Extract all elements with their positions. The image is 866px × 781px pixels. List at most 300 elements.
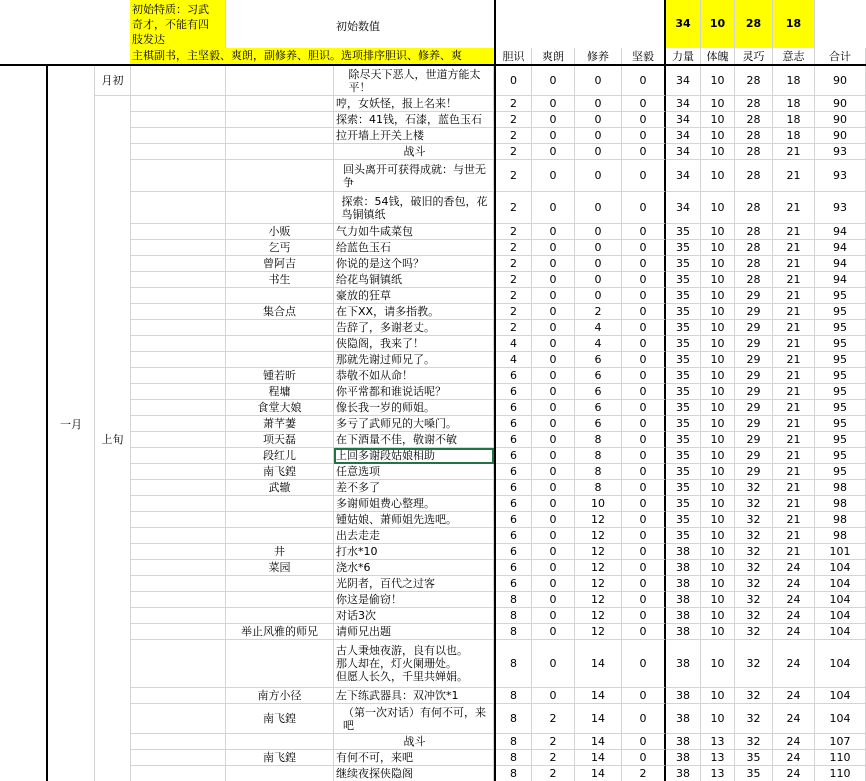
location-cell[interactable] (226, 160, 334, 192)
stat-value-cell[interactable]: 0 (622, 192, 666, 224)
stat-value-cell[interactable]: 18 (773, 128, 815, 144)
stat-value-cell[interactable]: 32 (735, 560, 773, 576)
stat-value-cell[interactable]: 21 (773, 512, 815, 528)
stat-value-cell[interactable]: 0 (622, 288, 666, 304)
stat-value-cell[interactable]: 21 (773, 544, 815, 560)
column-header[interactable]: 爽朗 (532, 48, 575, 66)
choice-text-cell[interactable]: 回头离开可获得成就：与世无 争 (334, 160, 494, 192)
stat-value-cell[interactable]: 35 (666, 528, 701, 544)
stat-value-cell[interactable]: 10 (701, 544, 735, 560)
stat-value-cell[interactable]: 10 (701, 384, 735, 400)
stat-value-cell[interactable]: 10 (701, 320, 735, 336)
stat-value-cell[interactable]: 10 (701, 144, 735, 160)
stat-value-cell[interactable]: 0 (532, 320, 575, 336)
stat-value-cell[interactable]: 0 (532, 352, 575, 368)
stat-value-cell[interactable]: 10 (701, 240, 735, 256)
location-cell[interactable] (226, 528, 334, 544)
stat-value-cell[interactable]: 38 (666, 704, 701, 734)
stat-value-cell[interactable]: 2 (496, 272, 532, 288)
blank-cell[interactable] (131, 66, 226, 96)
stat-value-cell[interactable]: 24 (773, 734, 815, 750)
stat-value-cell[interactable]: 6 (496, 384, 532, 400)
stat-value-cell[interactable]: 10 (701, 128, 735, 144)
stat-value-cell[interactable]: 24 (773, 640, 815, 688)
stat-value-cell[interactable]: 0 (532, 624, 575, 640)
stat-value-cell[interactable]: 2 (496, 144, 532, 160)
period-month-start[interactable]: 月初 (95, 66, 131, 96)
stat-value-cell[interactable]: 10 (701, 688, 735, 704)
stat-value-cell[interactable]: 8 (496, 640, 532, 688)
choice-text-cell[interactable]: 除尽天下恶人，世道方能太 平！ (334, 66, 494, 96)
stat-value-cell[interactable]: 35 (666, 464, 701, 480)
blank-cell[interactable] (131, 480, 226, 496)
stat-value-cell[interactable]: 0 (575, 256, 622, 272)
stat-value-cell[interactable]: 6 (575, 416, 622, 432)
stat-value-cell[interactable]: 0 (622, 592, 666, 608)
stat-value-cell[interactable]: 29 (735, 304, 773, 320)
stat-value-cell[interactable]: 95 (815, 352, 866, 368)
stat-value-cell[interactable]: 10 (701, 464, 735, 480)
location-cell[interactable] (226, 640, 334, 688)
stat-value-cell[interactable]: 12 (575, 592, 622, 608)
stat-value-cell[interactable]: 0 (622, 304, 666, 320)
stat-value-cell[interactable]: 0 (575, 160, 622, 192)
stat-value-cell[interactable]: 2 (496, 224, 532, 240)
blank-cell[interactable] (131, 128, 226, 144)
stat-value-cell[interactable]: 2 (532, 734, 575, 750)
stat-value-cell[interactable]: 8 (575, 432, 622, 448)
location-cell[interactable] (226, 112, 334, 128)
choice-text-cell[interactable]: 多谢师姐费心整理。 (334, 496, 494, 512)
location-cell[interactable]: 食堂大娘 (226, 400, 334, 416)
stat-value-cell[interactable]: 104 (815, 624, 866, 640)
stat-value-cell[interactable]: 2 (496, 160, 532, 192)
stat-value-cell[interactable]: 2 (496, 240, 532, 256)
stat-value-cell[interactable]: 6 (575, 400, 622, 416)
stat-value-cell[interactable]: 0 (532, 66, 575, 96)
stat-value-cell[interactable]: 35 (735, 766, 773, 781)
column-header[interactable]: 胆识 (496, 48, 532, 66)
stat-value-cell[interactable]: 6 (496, 544, 532, 560)
choice-text-cell[interactable]: 任意选项 (334, 464, 494, 480)
stat-value-cell[interactable]: 38 (666, 688, 701, 704)
stat-value-cell[interactable]: 0 (622, 160, 666, 192)
stat-value-cell[interactable]: 29 (735, 368, 773, 384)
stat-value-cell[interactable]: 32 (735, 592, 773, 608)
stat-value-cell[interactable]: 38 (666, 734, 701, 750)
stat-value-cell[interactable]: 21 (773, 304, 815, 320)
stat-value-cell[interactable]: 104 (815, 608, 866, 624)
stat-value-cell[interactable]: 38 (666, 576, 701, 592)
stat-value-cell[interactable]: 10 (701, 640, 735, 688)
stat-value-cell[interactable]: 0 (532, 224, 575, 240)
stat-value-cell[interactable]: 0 (532, 528, 575, 544)
blank-cell[interactable] (131, 112, 226, 128)
stat-value-cell[interactable]: 0 (532, 160, 575, 192)
location-cell[interactable] (226, 576, 334, 592)
stat-value-cell[interactable]: 90 (815, 112, 866, 128)
stat-value-cell[interactable]: 14 (575, 704, 622, 734)
stat-value-cell[interactable]: 95 (815, 416, 866, 432)
stat-value-cell[interactable]: 10 (701, 400, 735, 416)
stat-value-cell[interactable]: 32 (735, 688, 773, 704)
location-cell[interactable]: 项天磊 (226, 432, 334, 448)
stat-value-cell[interactable]: 0 (622, 544, 666, 560)
location-cell[interactable] (226, 592, 334, 608)
blank-cell[interactable] (131, 400, 226, 416)
stat-value-cell[interactable]: 29 (735, 288, 773, 304)
stat-value-cell[interactable]: 95 (815, 368, 866, 384)
stat-value-cell[interactable]: 35 (666, 512, 701, 528)
stat-value-cell[interactable]: 12 (575, 608, 622, 624)
location-cell[interactable] (226, 734, 334, 750)
location-cell[interactable]: 南方小径 (226, 688, 334, 704)
stat-value-cell[interactable]: 6 (496, 560, 532, 576)
stat-value-cell[interactable]: 0 (532, 544, 575, 560)
stat-value-cell[interactable]: 0 (622, 96, 666, 112)
initial-values-label[interactable]: 初始数值 (336, 20, 380, 33)
stat-value-cell[interactable]: 0 (532, 240, 575, 256)
blank-cell[interactable] (131, 576, 226, 592)
blank-cell[interactable] (131, 734, 226, 750)
stat-value-cell[interactable]: 104 (815, 560, 866, 576)
stat-value-cell[interactable]: 35 (666, 448, 701, 464)
stat-value-cell[interactable]: 10 (575, 496, 622, 512)
stat-value-cell[interactable]: 6 (575, 352, 622, 368)
stat-value-cell[interactable]: 98 (815, 512, 866, 528)
blank-cell[interactable] (131, 592, 226, 608)
choice-text-cell[interactable]: 光阴者，百代之过客 (334, 576, 494, 592)
choice-text-cell[interactable]: 继续夜探侠隐阁 (334, 766, 494, 781)
location-cell[interactable]: 程墉 (226, 384, 334, 400)
location-cell[interactable] (226, 128, 334, 144)
stat-value-cell[interactable]: 93 (815, 160, 866, 192)
location-cell[interactable]: 武辙 (226, 480, 334, 496)
stat-value-cell[interactable]: 18 (773, 66, 815, 96)
stat-value-cell[interactable]: 95 (815, 304, 866, 320)
stat-value-cell[interactable]: 4 (496, 352, 532, 368)
stat-value-cell[interactable]: 38 (666, 592, 701, 608)
stat-value-cell[interactable]: 110 (815, 750, 866, 766)
choice-text-cell[interactable]: 锺姑娘、萧师姐先选吧。 (334, 512, 494, 528)
blank-cell[interactable] (131, 320, 226, 336)
location-cell[interactable] (226, 766, 334, 781)
stat-value-cell[interactable]: 0 (622, 336, 666, 352)
stat-value-cell[interactable]: 21 (773, 160, 815, 192)
stat-value-cell[interactable]: 21 (773, 384, 815, 400)
location-cell[interactable]: 集合点 (226, 304, 334, 320)
choice-text-cell[interactable]: 多亏了武师兄的大嗓门。 (334, 416, 494, 432)
stat-value-cell[interactable]: 10 (701, 66, 735, 96)
stat-value-cell[interactable]: 0 (532, 464, 575, 480)
stat-value-cell[interactable]: 10 (701, 560, 735, 576)
stat-value-cell[interactable]: 0 (622, 704, 666, 734)
stat-value-cell[interactable]: 29 (735, 384, 773, 400)
stat-value-cell[interactable]: 6 (575, 368, 622, 384)
stat-value-cell[interactable]: 38 (666, 624, 701, 640)
stat-value-cell[interactable]: 93 (815, 192, 866, 224)
stat-value-cell[interactable]: 34 (666, 160, 701, 192)
stat-value-cell[interactable]: 95 (815, 320, 866, 336)
stat-value-cell[interactable]: 13 (701, 766, 735, 781)
stat-value-cell[interactable]: 35 (666, 496, 701, 512)
blank-cell[interactable] (131, 304, 226, 320)
blank-cell[interactable] (131, 608, 226, 624)
stat-value-cell[interactable]: 8 (496, 688, 532, 704)
stat-value-cell[interactable]: 0 (575, 224, 622, 240)
stat-value-cell[interactable]: 21 (773, 448, 815, 464)
stat-value-cell[interactable]: 0 (622, 560, 666, 576)
choice-text-cell[interactable]: 哼，女妖怪，报上名来！ (334, 96, 494, 112)
stat-value-cell[interactable]: 0 (622, 256, 666, 272)
stat-value-cell[interactable]: 10 (701, 112, 735, 128)
stat-value-cell[interactable]: 28 (735, 192, 773, 224)
stat-value-cell[interactable]: 2 (496, 288, 532, 304)
stat-value-cell[interactable]: 24 (773, 592, 815, 608)
stat-value-cell[interactable]: 0 (622, 384, 666, 400)
stat-value-cell[interactable]: 32 (735, 512, 773, 528)
stat-value-cell[interactable]: 32 (735, 734, 773, 750)
stat-value-cell[interactable]: 35 (666, 320, 701, 336)
stat-value-cell[interactable]: 21 (773, 256, 815, 272)
location-cell[interactable]: 井 (226, 544, 334, 560)
stat-value-cell[interactable]: 32 (735, 528, 773, 544)
stat-value-cell[interactable]: 13 (701, 734, 735, 750)
location-cell[interactable]: 乞丐 (226, 240, 334, 256)
stat-value-cell[interactable]: 0 (532, 432, 575, 448)
stat-value-cell[interactable]: 8 (496, 624, 532, 640)
blank-cell[interactable] (131, 240, 226, 256)
stat-value-cell[interactable]: 10 (701, 288, 735, 304)
stat-value-cell[interactable]: 8 (496, 766, 532, 781)
stat-value-cell[interactable]: 0 (575, 240, 622, 256)
choice-text-cell[interactable]: 气力如牛咸菜包 (334, 224, 494, 240)
choice-text-cell[interactable]: 那就先谢过师兄了。 (334, 352, 494, 368)
stat-value-cell[interactable]: 104 (815, 688, 866, 704)
stat-value-cell[interactable]: 6 (496, 448, 532, 464)
stat-value-cell[interactable]: 35 (666, 272, 701, 288)
stat-value-cell[interactable]: 32 (735, 576, 773, 592)
stat-value-cell[interactable]: 2 (496, 304, 532, 320)
stat-value-cell[interactable]: 94 (815, 256, 866, 272)
stat-value-cell[interactable]: 95 (815, 336, 866, 352)
choice-text-cell[interactable]: 浇水*6 (334, 560, 494, 576)
blank-cell[interactable] (131, 766, 226, 781)
stat-value-cell[interactable]: 0 (622, 576, 666, 592)
stat-value-cell[interactable]: 6 (575, 384, 622, 400)
stat-value-cell[interactable]: 10 (701, 96, 735, 112)
stat-value-cell[interactable]: 0 (532, 640, 575, 688)
choice-text-cell[interactable]: 战斗 (334, 144, 494, 160)
blank-cell[interactable] (131, 512, 226, 528)
stat-value-cell[interactable]: 0 (532, 128, 575, 144)
blank-cell[interactable] (131, 560, 226, 576)
stat-value-cell[interactable]: 35 (666, 240, 701, 256)
stat-value-cell[interactable]: 98 (815, 528, 866, 544)
stat-value-cell[interactable]: 0 (532, 400, 575, 416)
stat-value-cell[interactable]: 24 (773, 576, 815, 592)
location-cell[interactable]: 萧芊萋 (226, 416, 334, 432)
stat-value-cell[interactable]: 14 (575, 766, 622, 781)
stat-value-cell[interactable]: 10 (701, 256, 735, 272)
location-cell[interactable]: 举止风雅的师兄 (226, 624, 334, 640)
blank-cell[interactable] (131, 432, 226, 448)
stat-value-cell[interactable]: 98 (815, 496, 866, 512)
stat-value-cell[interactable]: 10 (701, 480, 735, 496)
stat-value-cell[interactable]: 0 (496, 66, 532, 96)
stat-value-cell[interactable]: 35 (666, 288, 701, 304)
stat-value-cell[interactable]: 34 (666, 96, 701, 112)
choice-text-cell[interactable]: 上回多谢段姑娘相助 (334, 448, 494, 464)
location-cell[interactable]: 锺若昕 (226, 368, 334, 384)
stat-value-cell[interactable]: 0 (575, 112, 622, 128)
location-cell[interactable] (226, 352, 334, 368)
stat-value-cell[interactable]: 13 (701, 750, 735, 766)
stat-value-cell[interactable]: 10 (701, 192, 735, 224)
stat-value-cell[interactable]: 0 (622, 144, 666, 160)
stat-value-cell[interactable]: 95 (815, 288, 866, 304)
stat-value-cell[interactable]: 28 (735, 144, 773, 160)
stat-value-cell[interactable]: 38 (666, 560, 701, 576)
blank-cell[interactable] (131, 496, 226, 512)
stat-value-cell[interactable]: 2 (532, 750, 575, 766)
stat-value-cell[interactable]: 0 (622, 496, 666, 512)
stat-value-cell[interactable]: 24 (773, 750, 815, 766)
stat-value-cell[interactable]: 0 (532, 560, 575, 576)
stat-value-cell[interactable]: 0 (622, 224, 666, 240)
stat-value-cell[interactable]: 29 (735, 464, 773, 480)
stat-value-cell[interactable]: 35 (666, 224, 701, 240)
stat-value-cell[interactable]: 10 (701, 416, 735, 432)
stat-value-cell[interactable]: 0 (622, 480, 666, 496)
initial-liliang[interactable]: 34 (666, 0, 701, 48)
stat-value-cell[interactable]: 10 (701, 576, 735, 592)
stat-value-cell[interactable]: 0 (532, 96, 575, 112)
stat-value-cell[interactable]: 0 (532, 336, 575, 352)
stat-value-cell[interactable]: 14 (575, 750, 622, 766)
stat-value-cell[interactable]: 8 (496, 734, 532, 750)
stat-value-cell[interactable]: 10 (701, 160, 735, 192)
stat-value-cell[interactable]: 10 (701, 592, 735, 608)
stat-value-cell[interactable]: 0 (575, 128, 622, 144)
stat-value-cell[interactable]: 110 (815, 766, 866, 781)
stat-value-cell[interactable]: 24 (773, 608, 815, 624)
stat-value-cell[interactable]: 32 (735, 624, 773, 640)
stat-value-cell[interactable]: 29 (735, 336, 773, 352)
stat-value-cell[interactable]: 2 (622, 766, 666, 781)
stat-value-cell[interactable]: 0 (532, 496, 575, 512)
stat-value-cell[interactable]: 104 (815, 576, 866, 592)
stat-value-cell[interactable]: 10 (701, 512, 735, 528)
stat-value-cell[interactable]: 2 (496, 128, 532, 144)
stat-value-cell[interactable]: 0 (622, 512, 666, 528)
stat-value-cell[interactable]: 34 (666, 112, 701, 128)
stat-value-cell[interactable]: 35 (666, 304, 701, 320)
stat-value-cell[interactable]: 104 (815, 640, 866, 688)
stat-value-cell[interactable]: 0 (532, 576, 575, 592)
stat-value-cell[interactable]: 0 (532, 192, 575, 224)
period-first-third[interactable]: 上旬 (95, 96, 131, 781)
column-header[interactable]: 坚毅 (622, 48, 666, 66)
stat-value-cell[interactable]: 34 (666, 192, 701, 224)
stat-value-cell[interactable]: 24 (773, 560, 815, 576)
stat-value-cell[interactable]: 14 (575, 640, 622, 688)
stat-value-cell[interactable]: 10 (701, 432, 735, 448)
stat-value-cell[interactable]: 29 (735, 320, 773, 336)
stat-value-cell[interactable]: 29 (735, 352, 773, 368)
choice-text-cell[interactable]: 对话3次 (334, 608, 494, 624)
stat-value-cell[interactable]: 107 (815, 734, 866, 750)
stat-value-cell[interactable]: 0 (532, 272, 575, 288)
stat-value-cell[interactable]: 0 (622, 640, 666, 688)
stat-value-cell[interactable]: 10 (701, 448, 735, 464)
stat-value-cell[interactable]: 8 (496, 608, 532, 624)
stat-value-cell[interactable]: 95 (815, 432, 866, 448)
blank-cell[interactable] (131, 336, 226, 352)
location-cell[interactable]: 南飞鍠 (226, 464, 334, 480)
stat-value-cell[interactable]: 93 (815, 144, 866, 160)
initial-tipo[interactable]: 10 (701, 0, 735, 48)
stat-value-cell[interactable]: 24 (773, 766, 815, 781)
choice-text-cell[interactable]: 差不多了 (334, 480, 494, 496)
blank-cell[interactable] (131, 688, 226, 704)
blank-cell[interactable] (131, 160, 226, 192)
stat-value-cell[interactable]: 10 (701, 704, 735, 734)
column-header[interactable]: 意志 (773, 48, 815, 66)
stat-value-cell[interactable]: 0 (575, 66, 622, 96)
choice-text-cell[interactable]: 在下XX，请多指教。 (334, 304, 494, 320)
stat-value-cell[interactable]: 94 (815, 272, 866, 288)
blank-cell[interactable] (131, 384, 226, 400)
stat-value-cell[interactable]: 29 (735, 432, 773, 448)
choice-text-cell[interactable]: 打水*10 (334, 544, 494, 560)
stat-value-cell[interactable]: 10 (701, 304, 735, 320)
stat-value-cell[interactable]: 21 (773, 336, 815, 352)
stat-value-cell[interactable]: 21 (773, 496, 815, 512)
month-label[interactable]: 一月 (48, 66, 95, 781)
location-cell[interactable]: 菜园 (226, 560, 334, 576)
stat-value-cell[interactable]: 32 (735, 608, 773, 624)
stat-value-cell[interactable]: 32 (735, 704, 773, 734)
stat-value-cell[interactable]: 0 (532, 480, 575, 496)
stat-value-cell[interactable]: 34 (666, 66, 701, 96)
stat-value-cell[interactable]: 21 (773, 272, 815, 288)
column-header[interactable]: 力量 (666, 48, 701, 66)
stat-value-cell[interactable]: 35 (666, 432, 701, 448)
stat-value-cell[interactable]: 6 (496, 464, 532, 480)
strategy-cell[interactable]: 主棋副书，主坚毅、爽朗，副修养、胆识。选项排序胆识、修养、爽 (130, 48, 496, 64)
stat-value-cell[interactable]: 34 (666, 128, 701, 144)
stat-value-cell[interactable]: 6 (496, 432, 532, 448)
stat-value-cell[interactable]: 28 (735, 224, 773, 240)
stat-value-cell[interactable]: 0 (622, 688, 666, 704)
stat-value-cell[interactable]: 6 (496, 368, 532, 384)
stat-value-cell[interactable]: 0 (575, 192, 622, 224)
stat-value-cell[interactable]: 4 (575, 320, 622, 336)
choice-text-cell[interactable]: 拉开墙上开关上楼 (334, 128, 494, 144)
stat-value-cell[interactable]: 32 (735, 480, 773, 496)
location-cell[interactable] (226, 320, 334, 336)
stat-value-cell[interactable]: 8 (496, 750, 532, 766)
stat-value-cell[interactable]: 2 (496, 112, 532, 128)
stat-value-cell[interactable]: 28 (735, 272, 773, 288)
stat-value-cell[interactable]: 0 (622, 66, 666, 96)
stat-value-cell[interactable]: 0 (622, 368, 666, 384)
stat-value-cell[interactable]: 0 (532, 256, 575, 272)
choice-text-cell[interactable]: 你平常都和谁说话呢？ (334, 384, 494, 400)
stat-value-cell[interactable]: 10 (701, 224, 735, 240)
choice-text-cell[interactable]: 像长我一岁的师姐。 (334, 400, 494, 416)
